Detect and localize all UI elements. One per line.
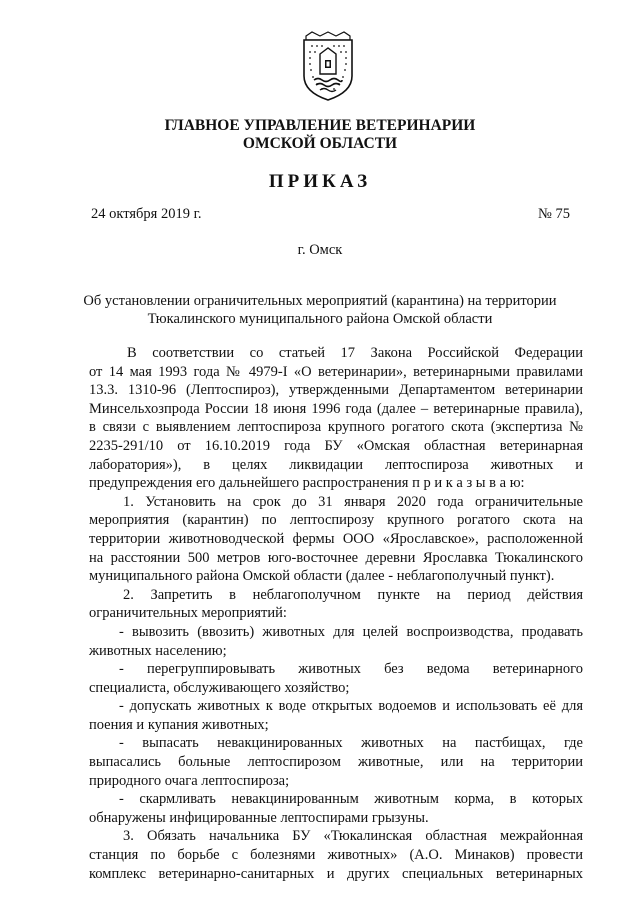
- body-line: В соответствии со статьей 17 Закона Российской Федерации: [127, 345, 583, 361]
- body-line: выпасались больные лептоспирозом животные, или на территории: [89, 754, 583, 771]
- body-line: ограничительных мероприятий:: [89, 605, 287, 622]
- body-line: поения и купания животных;: [89, 716, 269, 733]
- document-city: г. Омск: [297, 242, 343, 258]
- body-line: 2. Запретить в неблагополучном пункте на период действия: [123, 586, 583, 603]
- document-type-title: ПРИКАЗ: [268, 171, 372, 192]
- body-line: животных населению;: [89, 642, 227, 659]
- body-line: станция по борьбе с болезнями животных» (А.О. Минаков) провести: [89, 847, 583, 864]
- body-line: мероприятия (карантин) по лептоспирозу крупного рогатого скота на: [89, 512, 583, 529]
- body-line: комплекс ветеринарно-санитарных и других специальных ветеринарных: [89, 865, 583, 882]
- body-line: территории животноводческой фермы ООО «Ярославское», расположенной: [89, 530, 583, 547]
- subject-line1: Об установлении ограничительных мероприятий (карантина) на территории: [83, 293, 557, 309]
- body-line: в связи с выявлением лептоспироза крупного рогатого скота (экспертиза №: [89, 419, 583, 436]
- organization-name-line2: ОМСКОЙ ОБЛАСТИ: [242, 135, 398, 152]
- body-line: - перегруппировывать животных без ведома ветеринарного: [119, 661, 583, 678]
- body-line: на расстоянии 500 метров юго-восточнее деревни Ярославка Тюкалинского: [89, 549, 583, 566]
- organization-name-line1: ГЛАВНОЕ УПРАВЛЕНИЕ ВЕТЕРИНАРИИ: [164, 117, 476, 134]
- body-line: - вывозить (ввозить) животных для целей воспроизводства, продавать: [119, 623, 583, 640]
- document-number: № 75: [538, 206, 570, 222]
- body-line: 1. Установить на срок до 31 января 2020 года ограничительные: [123, 493, 583, 510]
- body-line: специалиста, обслуживающего хозяйство;: [89, 679, 350, 696]
- document-date: 24 октября 2019 г.: [91, 206, 202, 222]
- subject-line2: Тюкалинского муниципального района Омской области: [147, 311, 493, 327]
- body-line: природного очага лептоспироза;: [89, 772, 290, 789]
- order-body: [89, 344, 583, 883]
- body-line: - скармливать невакцинированным животным корма, в которых: [119, 791, 583, 808]
- body-line: Минсельхозпрода России 18 июня 1996 года (далее – ветеринарные правила),: [89, 400, 583, 417]
- body-line: 2235-291/10 от 16.10.2019 года БУ «Омская областная ветеринарная: [89, 437, 583, 454]
- body-line: лаборатория»), в целях ликвидации лептоспироза животных и: [89, 456, 583, 473]
- body-line: 3. Обязать начальника БУ «Тюкалинская областная межрайонная: [123, 828, 583, 845]
- body-line: обнаружены инфицированные лептоспирами грызуны.: [89, 809, 429, 826]
- body-line: муниципального района Омской области (далее - неблагополучный пункт).: [89, 568, 555, 585]
- body-line: от 14 мая 1993 года № 4979-I «О ветеринарии», ветеринарными правилами: [89, 363, 583, 380]
- body-line: - выпасать невакцинированных животных на пастбищах, где: [119, 735, 583, 752]
- body-line: - допускать животных к воде открытых водоемов и использовать её для: [119, 698, 583, 715]
- coat-of-arms-emblem: [298, 30, 358, 102]
- body-line: предупреждения его дальнейшего распространения п р и к а з ы в а ю:: [89, 475, 525, 492]
- body-line: 13.3. 1310-96 (Лептоспироз), утвержденными Департаментом ветеринарии: [89, 382, 583, 399]
